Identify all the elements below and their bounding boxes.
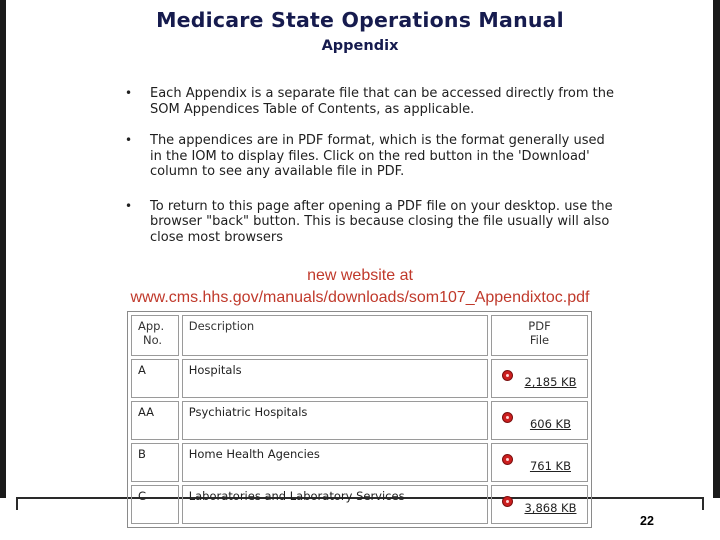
bullet-item: • Each Appendix is a separate file that can be accessed directly from the SOM Appendices Table of Contents, as applicable. <box>120 86 620 117</box>
cell-app-no: AA <box>131 401 179 440</box>
cell-app-no: B <box>131 443 179 482</box>
notice-url[interactable]: www.cms.hhs.gov/manuals/downloads/som107_Appendixtoc.pdf <box>130 289 590 306</box>
appendix-table <box>127 311 592 528</box>
notice-line-1: new website at <box>307 267 413 284</box>
website-notice <box>0 265 720 309</box>
bullet-item: • The appendices are in PDF format, which is the format generally used in the IOM to display files. Click on the red button in the 'Download' column to see any available file in PDF. <box>120 133 620 180</box>
pdf-size-link[interactable]: 761 KB <box>529 459 571 473</box>
cell-app-no: A <box>131 359 179 398</box>
pdf-size-link[interactable]: 606 KB <box>529 417 571 431</box>
bullet-list <box>120 86 620 245</box>
page-number: 22 <box>640 514 654 528</box>
cell-description: Hospitals <box>182 359 488 398</box>
pdf-size-link[interactable]: 2,185 KB <box>524 375 577 389</box>
pdf-size-link[interactable]: 3,868 KB <box>524 501 577 515</box>
pdf-download-icon[interactable] <box>502 370 513 381</box>
table-row <box>131 443 588 482</box>
table-row <box>131 359 588 398</box>
cell-description: Laboratories and Laboratory Services <box>182 485 488 524</box>
cell-pdf <box>491 359 588 398</box>
cell-pdf <box>491 401 588 440</box>
cell-pdf <box>491 485 588 524</box>
table-row <box>131 401 588 440</box>
cell-pdf <box>491 443 588 482</box>
cell-description: Psychiatric Hospitals <box>182 401 488 440</box>
header-description: Description <box>182 315 488 356</box>
header-pdf-line2: File <box>529 333 550 347</box>
pdf-download-icon[interactable] <box>502 496 513 507</box>
header-app-line2: No. <box>143 333 163 347</box>
appendix-table-viewport <box>127 311 592 515</box>
bullet-item: • To return to this page after opening a PDF file on your desktop. use the browser "back" button. This is because closing the file usually will also close most browsers <box>120 199 620 246</box>
header-app-no <box>131 315 179 356</box>
page-subtitle: Appendix <box>321 38 399 54</box>
frame-tick-left <box>16 497 18 510</box>
frame-left-border <box>0 0 6 498</box>
table-header-row <box>131 315 588 356</box>
page-title: Medicare State Operations Manual <box>156 8 564 32</box>
header-pdf-line1: PDF <box>528 319 551 333</box>
header-pdf-file <box>491 315 588 356</box>
pdf-download-icon[interactable] <box>502 412 513 423</box>
frame-right-border <box>713 0 720 498</box>
cell-description: Home Health Agencies <box>182 443 488 482</box>
header-app-line1: App. <box>138 319 165 333</box>
pdf-download-icon[interactable] <box>502 454 513 465</box>
frame-tick-right <box>702 497 704 510</box>
table-row <box>131 485 588 524</box>
cell-app-no: C <box>131 485 179 524</box>
